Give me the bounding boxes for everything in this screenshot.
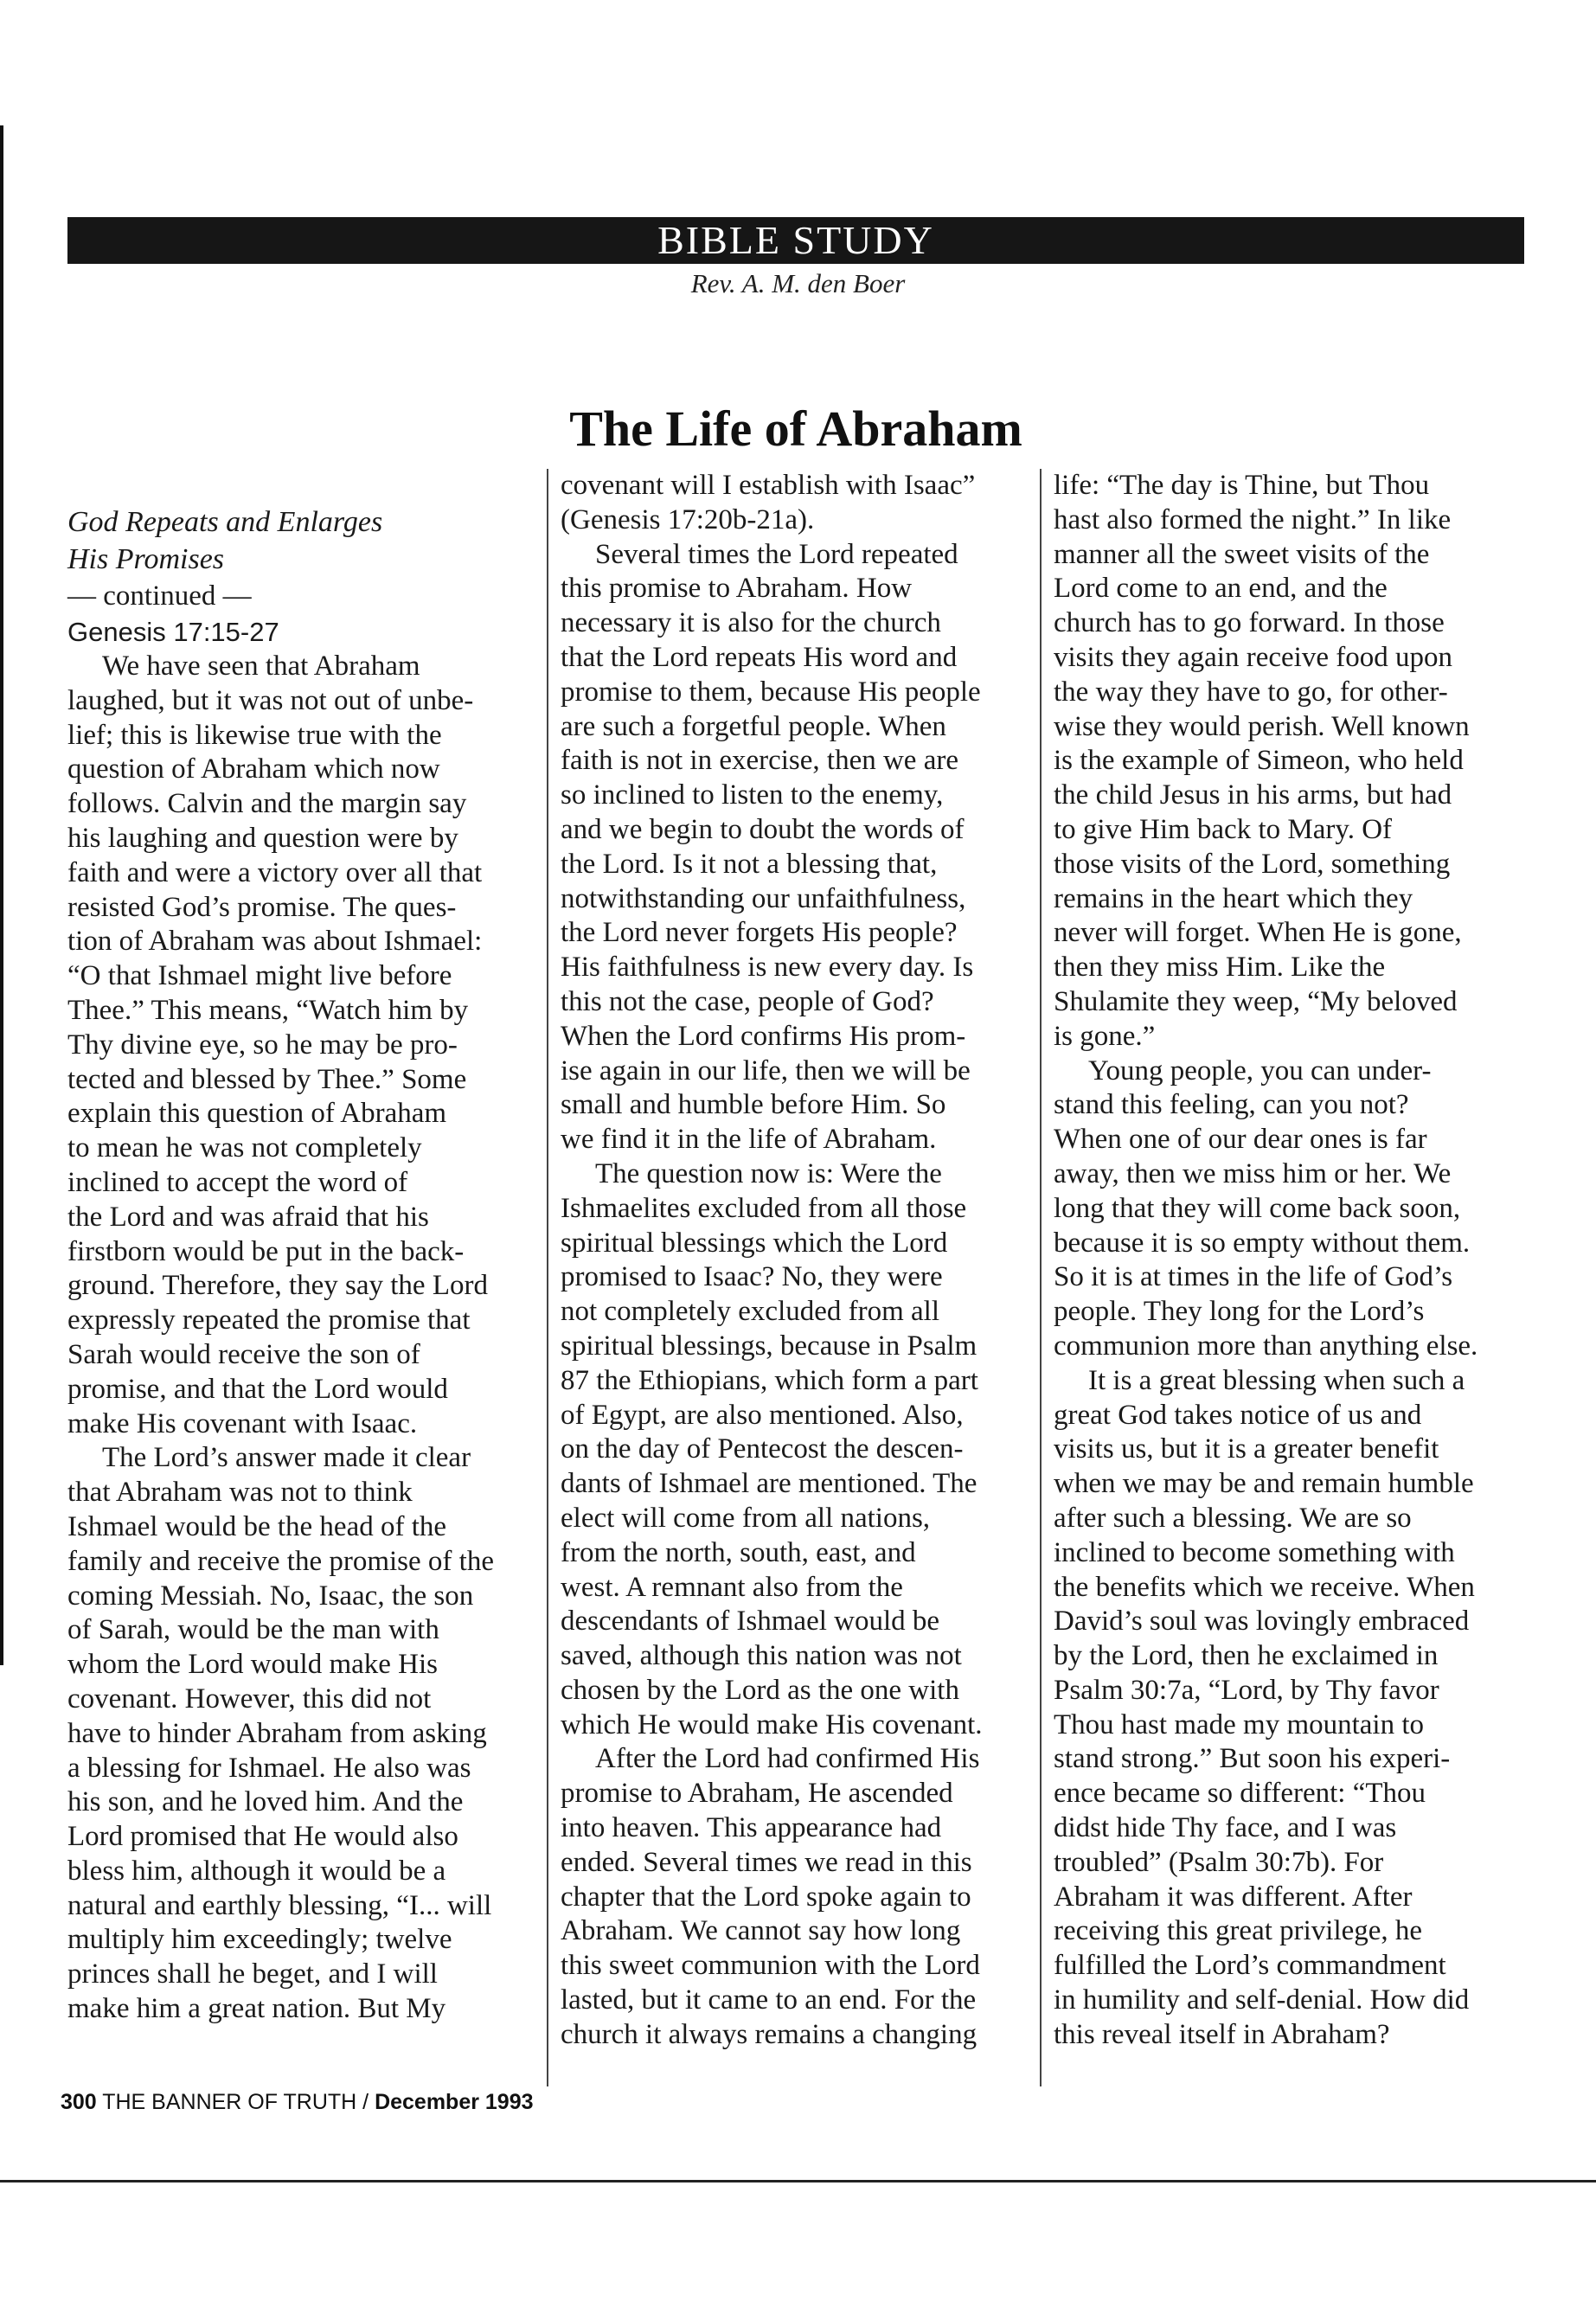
text-line: hast also formed the night.” In like (1054, 503, 1452, 535)
paragraph (561, 1742, 1019, 2052)
text-line: because it is so empty without them. (1054, 1227, 1471, 1259)
text-line: The Lord’s answer made it clear (102, 1442, 471, 1474)
text-line: We have seen that Abraham (102, 651, 420, 682)
text-line: inclined to become something with (1054, 1536, 1455, 1568)
column-2-body (561, 469, 1019, 2053)
paragraph (561, 538, 1019, 1157)
text-line: this promise to Abraham. How (561, 573, 913, 605)
text-line: the child Jesus in his arms, but had (1054, 779, 1452, 811)
text-line: a blessing for Ishmael. He also was (67, 1752, 471, 1784)
text-line: Thee.” This means, “Watch him by (67, 994, 469, 1026)
text-line: church it always remains a changing (561, 2018, 977, 2050)
text-line: to mean he was not completely (67, 1132, 422, 1164)
text-line: then they miss Him. Like the (1054, 952, 1386, 984)
text-line: chosen by the Lord as the one with (561, 1674, 959, 1706)
text-line: Abraham. We cannot say how long (561, 1915, 961, 1947)
text-line: When one of our dear ones is far (1054, 1124, 1427, 1156)
text-line: firstborn would be put in the back- (67, 1235, 465, 1267)
text-line: are such a forgetful people. When (561, 710, 946, 742)
text-line: When the Lord confirms His prom- (561, 1020, 966, 1052)
text-line: spiritual blessings, because in Psalm (561, 1330, 977, 1362)
author-byline: Rev. A. M. den Boer (690, 268, 906, 298)
text-line: never will forget. When He is gone, (1054, 917, 1462, 949)
text-line: faith and were a victory over all that (67, 856, 483, 888)
text-line: After the Lord had confirmed His (595, 1743, 980, 1775)
text-line: Thou hast made my mountain to (1054, 1708, 1425, 1740)
bottom-rule (0, 2180, 1596, 2182)
text-line: question of Abraham which now (67, 753, 440, 785)
text-column-1 (67, 503, 535, 2027)
text-line: Ishmaelites excluded from all those (561, 1192, 967, 1224)
text-line: ended. Several times we read in this (561, 1846, 972, 1878)
text-line: remains in the heart which they (1054, 882, 1413, 914)
text-line: manner all the sweet visits of the (1054, 538, 1430, 570)
text-line: away, then we miss him or her. We (1054, 1157, 1452, 1189)
text-line: receiving this great privilege, he (1054, 1915, 1423, 1947)
text-line: spiritual blessings which the Lord (561, 1227, 948, 1259)
text-line: Thy divine eye, so he may be pro- (67, 1029, 458, 1061)
text-line: his son, and he loved him. And the (67, 1786, 464, 1818)
text-line: stand strong.” But soon his experi- (1054, 1743, 1451, 1775)
text-line: lief; this is likewise true with the (67, 719, 442, 751)
text-line: make him a great nation. But My (67, 1993, 446, 2025)
text-line: ground. Therefore, they say the Lord (67, 1270, 488, 1302)
text-line: is the example of Simeon, who held (1054, 745, 1464, 777)
text-line: make His covenant with Isaac. (67, 1407, 418, 1439)
text-line: after such a blessing. We are so (1054, 1502, 1412, 1534)
column-1-body (67, 650, 535, 2027)
text-line: to give Him back to Mary. Of (1054, 813, 1393, 845)
text-line: promise to Abraham, He ascended (561, 1778, 953, 1810)
text-line: Ishmael would be the head of the (67, 1510, 447, 1542)
text-line: ise again in our life, then we will be (561, 1054, 971, 1086)
text-line: this sweet communion with the Lord (561, 1950, 980, 1982)
text-line: natural and earthly blessing, “I... will (67, 1889, 492, 1921)
text-line: fulfilled the Lord’s commandment (1054, 1950, 1446, 1982)
paragraph (1054, 469, 1538, 1054)
text-line: tion of Abraham was about Ishmael: (67, 926, 483, 958)
text-line: princes shall he beget, and I will (67, 1958, 438, 1990)
text-line: family and receive the promise of the (67, 1545, 494, 1577)
text-line: not completely excluded from all (561, 1296, 940, 1328)
section-banner (67, 217, 1524, 264)
page-number: 300 (61, 2090, 97, 2114)
text-line: laughed, but it was not out of unbe- (67, 684, 474, 716)
text-line: Abraham it was different. After (1054, 1881, 1413, 1913)
text-line: whom the Lord would make His (67, 1649, 439, 1681)
column-divider-1 (547, 469, 548, 2086)
publication-name: THE BANNER OF TRUTH / (102, 2090, 369, 2114)
text-line: Sarah would receive the son of (67, 1338, 420, 1370)
text-line: the way they have to go, for other- (1054, 676, 1448, 708)
text-line: covenant will I establish with Isaac” (561, 470, 976, 501)
text-line: troubled” (Psalm 30:7b). For (1054, 1846, 1384, 1878)
paragraph (67, 650, 535, 1441)
text-line: expressly repeated the promise that (67, 1304, 471, 1336)
text-line: we find it in the life of Abraham. (561, 1124, 937, 1156)
text-line: ence became so different: “Thou (1054, 1778, 1426, 1810)
text-column-3 (1054, 469, 1538, 2053)
text-line: covenant. However, this did not (67, 1682, 432, 1715)
text-line: into heaven. This appearance had (561, 1812, 942, 1844)
text-line: resisted God’s promise. The ques- (67, 891, 457, 923)
text-column-2 (561, 469, 1019, 2053)
text-line: so inclined to listen to the enemy, (561, 779, 944, 811)
text-line: long that they will come back soon, (1054, 1192, 1461, 1224)
text-line: It is a great blessing when such a (1088, 1364, 1465, 1396)
text-line: “O that Ishmael might live before (67, 960, 452, 992)
text-line: lasted, but it came to an end. For the (561, 1984, 977, 2016)
text-line: on the day of Pentecost the descen- (561, 1433, 964, 1465)
text-line: His faithfulness is new every day. Is (561, 952, 974, 984)
text-line: descendants of Ishmael would be (561, 1606, 940, 1638)
text-line: promise, and that the Lord would (67, 1373, 448, 1405)
text-line: explain this question of Abraham (67, 1098, 447, 1130)
paragraph (561, 1157, 1019, 1743)
text-line: notwithstanding our unfaithfulness, (561, 882, 966, 914)
text-line: when we may be and remain humble (1054, 1468, 1474, 1500)
text-line: 87 the Ethiopians, which form a part (561, 1364, 978, 1396)
text-line: this reveal itself in Abraham? (1054, 2018, 1390, 2050)
text-line: stand this feeling, can you not? (1054, 1089, 1409, 1121)
text-line: in humility and self-denial. How did (1054, 1984, 1470, 2016)
text-line: and we begin to doubt the words of (561, 813, 965, 845)
text-line: of Egypt, are also mentioned. Also, (561, 1399, 964, 1431)
text-line: of Sarah, would be the man with (67, 1614, 439, 1646)
text-line: that Abraham was not to think (67, 1477, 413, 1509)
scripture-reference: Genesis 17:15-27 (67, 617, 279, 647)
text-line: have to hinder Abraham from asking (67, 1717, 487, 1749)
text-line: small and humble before Him. So (561, 1089, 946, 1121)
text-line: that the Lord repeats His word and (561, 641, 958, 673)
text-line: dants of Ishmael are mentioned. The (561, 1468, 977, 1500)
text-line: communion more than anything else. (1054, 1330, 1478, 1362)
article-title: The Life of Abraham (569, 401, 1022, 457)
left-margin-rule (0, 125, 3, 1665)
text-line: elect will come from all nations, (561, 1502, 931, 1534)
column-divider-2 (1040, 469, 1042, 2086)
column-3-body (1054, 469, 1538, 2053)
continued-label: — continued — (67, 580, 252, 612)
section-heading-line1: God Repeats and Enlarges (67, 506, 383, 538)
text-line: David’s soul was lovingly embraced (1054, 1606, 1470, 1638)
text-line: the Lord never forgets His people? (561, 917, 958, 949)
text-line: life: “The day is Thine, but Thou (1054, 470, 1430, 501)
text-line: The question now is: Were the (595, 1157, 942, 1189)
paragraph (67, 1441, 535, 2027)
text-line: didst hide Thy face, and I was (1054, 1812, 1397, 1844)
text-line: promised to Isaac? No, they were (561, 1261, 943, 1293)
text-line: people. They long for the Lord’s (1054, 1296, 1425, 1328)
text-line: (Genesis 17:20b-21a). (561, 503, 815, 535)
text-line: tected and blessed by Thee.” Some (67, 1063, 467, 1095)
text-line: inclined to accept the word of (67, 1166, 408, 1198)
issue-date: December 1993 (375, 2090, 534, 2114)
banner-title: BIBLE STUDY (657, 218, 934, 262)
text-line: faith is not in exercise, then we are (561, 745, 958, 777)
text-line: coming Messiah. No, Isaac, the son (67, 1580, 474, 1612)
text-line: Young people, you can under- (1088, 1054, 1432, 1086)
text-line: west. A remnant also from the (561, 1571, 903, 1603)
text-line: wise they would perish. Well known (1054, 710, 1470, 742)
text-line: promise to them, because His people (561, 676, 981, 708)
section-heading-line2: His Promises (67, 543, 225, 575)
text-line: visits they again receive food upon (1054, 641, 1452, 673)
text-line: visits us, but it is a greater benefit (1054, 1433, 1439, 1465)
text-line: the Lord. Is it not a blessing that, (561, 848, 938, 880)
text-line: Lord promised that He would also (67, 1821, 458, 1853)
text-line: multiply him exceedingly; twelve (67, 1924, 452, 1956)
paragraph (1054, 1364, 1538, 2053)
text-line: necessary it is also for the church (561, 607, 941, 639)
text-line: those visits of the Lord, something (1054, 848, 1451, 880)
text-line: church has to go forward. In those (1054, 607, 1445, 639)
text-line: Shulamite they weep, “My beloved (1054, 985, 1458, 1017)
text-line: chapter that the Lord spoke again to (561, 1881, 971, 1913)
text-line: his laughing and question were by (67, 822, 458, 854)
text-line: by the Lord, then he exclaimed in (1054, 1640, 1439, 1672)
text-line: So it is at times in the life of God’s (1054, 1261, 1453, 1293)
text-line: follows. Calvin and the margin say (67, 788, 467, 820)
text-line: Lord come to an end, and the (1054, 573, 1388, 605)
paragraph (1054, 1054, 1538, 1364)
text-line: the benefits which we receive. When (1054, 1571, 1475, 1603)
text-line: Psalm 30:7a, “Lord, by Thy favor (1054, 1674, 1439, 1706)
text-line: bless him, although it would be a (67, 1855, 446, 1887)
paragraph (561, 469, 1019, 538)
text-line: Several times the Lord repeated (595, 538, 958, 570)
text-line: which He would make His covenant. (561, 1708, 983, 1740)
text-line: this not the case, people of God? (561, 985, 934, 1017)
text-line: from the north, south, east, and (561, 1536, 916, 1568)
page-footer (61, 2090, 534, 2115)
text-line: is gone.” (1054, 1020, 1156, 1052)
text-line: great God takes notice of us and (1054, 1399, 1422, 1431)
text-line: the Lord and was afraid that his (67, 1201, 429, 1233)
text-line: saved, although this nation was not (561, 1640, 962, 1672)
